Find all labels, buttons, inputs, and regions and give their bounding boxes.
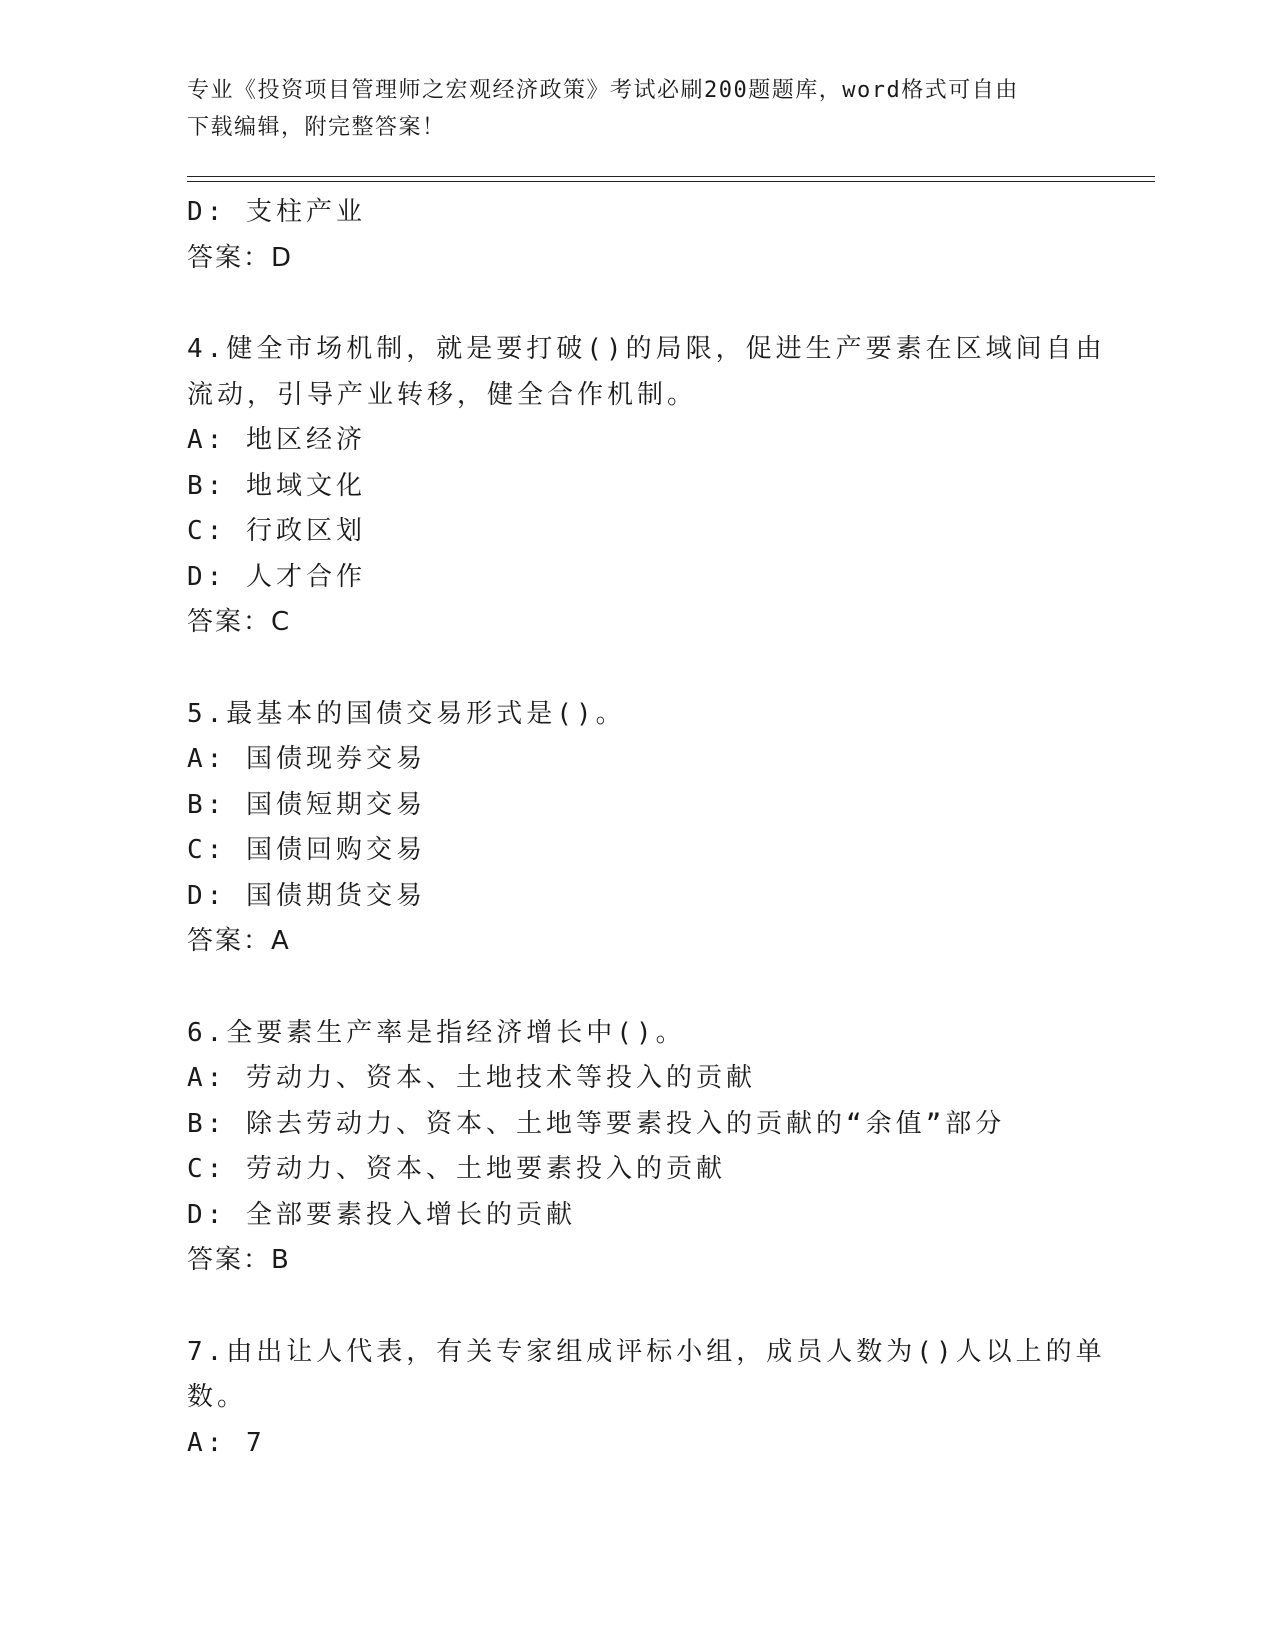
question-stem-continued: 数。	[187, 1382, 248, 1412]
option-d: D: 国债期货交易	[187, 880, 426, 911]
question-list	[187, 190, 1106, 1466]
option-d: D: 支柱产业	[187, 197, 366, 227]
option-a: A: 地区经济	[187, 425, 366, 455]
option-a: A: 劳动力、资本、土地技术等投入的贡献	[187, 1063, 756, 1093]
header-line-2: 下载编辑，附完整答案！	[187, 115, 446, 140]
question-block-4	[187, 327, 1106, 646]
question-block-6	[187, 1011, 1087, 1284]
option-a: A: 7	[187, 1427, 266, 1458]
answer-line: 答案：B	[187, 1245, 291, 1275]
header-divider-top	[187, 176, 1155, 177]
option-a: A: 国债现券交易	[187, 744, 426, 774]
option-d: D: 人才合作	[187, 561, 366, 592]
question-stem-continued: 流动，引导产业转移，健全合作机制。	[187, 379, 698, 410]
header-divider-bottom	[187, 181, 1155, 182]
answer-line: 答案：C	[187, 607, 292, 637]
answer-line: 答案：D	[187, 242, 294, 273]
question-stem: 4.健全市场机制，就是要打破()的局限，促进生产要素在区域间自由	[187, 334, 1106, 364]
question-block-7	[187, 1330, 1106, 1467]
option-b: B: 除去劳动力、资本、土地等要素投入的贡献的“余值”部分	[187, 1108, 1006, 1139]
option-d: D: 全部要素投入增长的贡献	[187, 1199, 576, 1230]
option-b: B: 国债短期交易	[187, 789, 426, 820]
question-block-3	[187, 190, 1087, 281]
header-line-1: 专业《投资项目管理师之宏观经济政策》考试必刷200题题库，word格式可自由	[187, 78, 1019, 103]
question-stem: 7.由出让人代表，有关专家组成评标小组，成员人数为()人以上的单	[187, 1336, 1106, 1367]
question-stem: 6.全要素生产率是指经济增长中()。	[187, 1017, 686, 1048]
option-c: C: 行政区划	[187, 516, 366, 546]
option-c: C: 劳动力、资本、土地要素投入的贡献	[187, 1154, 726, 1184]
answer-line: 答案：A	[187, 926, 291, 956]
question-block-5	[187, 692, 1087, 965]
option-c: C: 国债回购交易	[187, 835, 426, 865]
question-stem: 5.最基本的国债交易形式是()。	[187, 698, 626, 729]
document-header	[187, 72, 1067, 146]
option-b: B: 地域文化	[187, 470, 366, 501]
